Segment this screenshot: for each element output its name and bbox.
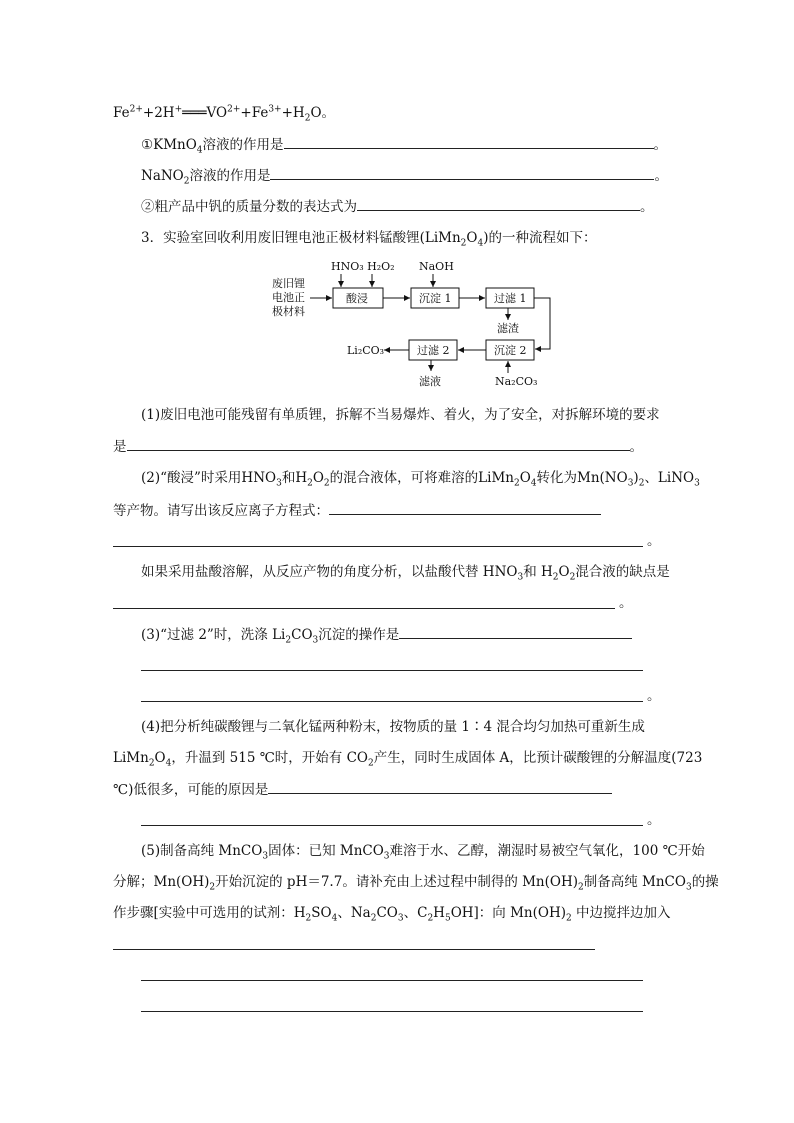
s: 2 bbox=[209, 882, 216, 893]
answer-blank-line[interactable] bbox=[141, 1011, 643, 1012]
s: 2 bbox=[307, 478, 313, 489]
t: 和H bbox=[281, 470, 308, 486]
t: 作步骤[实验中可选用的试剂：H bbox=[113, 905, 306, 921]
s: 2 bbox=[427, 913, 434, 924]
t: 分解；Mn(OH) bbox=[113, 874, 210, 890]
q3-part2-line4 bbox=[141, 563, 670, 581]
t: 的混合液体，可将难溶的LiMn bbox=[329, 470, 514, 486]
text: 。 bbox=[654, 168, 668, 184]
s: 2 bbox=[513, 478, 520, 489]
q3-part2-line2 bbox=[113, 501, 601, 520]
eq-part: +H bbox=[281, 105, 305, 121]
q3-part2-line1 bbox=[141, 469, 700, 487]
t: O bbox=[558, 564, 570, 580]
s: 3 bbox=[276, 478, 282, 489]
t: 的操 bbox=[691, 874, 719, 890]
period: 。 bbox=[647, 688, 661, 704]
answer-blank-line[interactable] bbox=[113, 546, 643, 547]
period: 。 bbox=[647, 812, 661, 828]
label-filtrate: 滤液 bbox=[419, 375, 441, 388]
eq-part: +Fe bbox=[240, 105, 269, 121]
t: (2)“酸浸”时采用HNO bbox=[141, 470, 277, 486]
t: (3)“过滤 2”时，洗涤 Li bbox=[141, 627, 286, 643]
t: O bbox=[519, 470, 531, 486]
answer-blank-line[interactable] bbox=[141, 701, 643, 702]
s: 2 bbox=[370, 913, 377, 924]
text: NaNO bbox=[141, 168, 184, 184]
q3-part3-line1 bbox=[141, 625, 632, 644]
s: 3 bbox=[397, 913, 404, 924]
s: 2 bbox=[305, 913, 312, 924]
acid-reagents: HNO₃ H₂O₂ bbox=[331, 260, 395, 273]
label-residue: 滤渣 bbox=[497, 322, 519, 335]
label-precip-2: 沉淀 2 bbox=[494, 344, 527, 357]
eq-charge: 2+ bbox=[129, 104, 143, 115]
answer-blank-line[interactable] bbox=[113, 608, 615, 609]
s: 3 bbox=[262, 851, 269, 862]
label-acid-leach: 酸浸 bbox=[346, 292, 368, 305]
answer-blank-line[interactable] bbox=[141, 825, 643, 826]
feed-label-3: 极材料 bbox=[272, 305, 305, 318]
feed-label-1: 废旧锂 bbox=[272, 277, 305, 290]
s: 2 bbox=[569, 572, 576, 583]
answer-blank-line[interactable] bbox=[141, 670, 643, 671]
eq-charge: + bbox=[174, 104, 183, 115]
label-precip-1: 沉淀 1 bbox=[419, 292, 452, 305]
s: 3 bbox=[383, 851, 390, 862]
answer-blank[interactable] bbox=[329, 501, 601, 515]
label-filter-2: 过滤 2 bbox=[417, 344, 450, 357]
answer-blank-line[interactable] bbox=[113, 949, 595, 950]
s: 3 bbox=[627, 478, 634, 489]
q3-part5-line3 bbox=[113, 904, 671, 922]
s: 2 bbox=[638, 478, 645, 489]
q3-part4-line3 bbox=[113, 780, 612, 799]
period: 。 bbox=[619, 595, 633, 611]
s: 2 bbox=[578, 882, 584, 893]
eq-part: +2H bbox=[142, 105, 175, 121]
sub: 2 bbox=[183, 176, 190, 187]
text: 。 bbox=[629, 439, 643, 455]
q3-part5-line2 bbox=[113, 873, 719, 891]
t: CO bbox=[376, 905, 398, 921]
q3-part5-line1 bbox=[141, 842, 705, 860]
answer-blank[interactable] bbox=[268, 780, 612, 794]
text: 3．实验室回收利用废旧锂电池正极材料锰酸锂(LiMn bbox=[141, 230, 461, 246]
period: 。 bbox=[647, 533, 661, 549]
s: 2 bbox=[368, 758, 374, 769]
t: CO bbox=[291, 627, 313, 643]
sub: 2 bbox=[460, 238, 467, 249]
s: 2 bbox=[565, 913, 572, 924]
q3-part1-line2 bbox=[113, 437, 643, 456]
t: 、LiNO bbox=[644, 470, 695, 486]
process-flow-diagram bbox=[0, 0, 794, 400]
s: 4 bbox=[331, 913, 338, 924]
t: (5)制备高纯 MnCO bbox=[141, 843, 263, 859]
t: O bbox=[154, 750, 166, 766]
text: 溶液的作用是 bbox=[202, 137, 284, 153]
t: ) bbox=[633, 470, 639, 486]
t: 固体：已知 MnCO bbox=[268, 843, 384, 859]
s: 4 bbox=[530, 478, 537, 489]
eq-part: Fe bbox=[113, 105, 130, 121]
s: 4 bbox=[165, 758, 172, 769]
text: 是 bbox=[113, 439, 127, 455]
s: 3 bbox=[312, 635, 319, 646]
sub: 4 bbox=[477, 238, 484, 249]
t: 制备高纯 MnCO bbox=[583, 874, 686, 890]
text: )的一种流程如下： bbox=[483, 230, 597, 246]
s: 2 bbox=[323, 478, 330, 489]
answer-blank[interactable] bbox=[399, 625, 632, 639]
sub: 4 bbox=[196, 145, 203, 156]
s: 2 bbox=[552, 572, 559, 583]
text: 等产物。请写出该反应离子方程式： bbox=[113, 503, 329, 519]
text: 。 bbox=[640, 199, 654, 215]
t: LiMn bbox=[113, 750, 149, 766]
t: 、C bbox=[403, 905, 428, 921]
t: 中边搅拌边加入 bbox=[571, 905, 671, 921]
t: 转化为Mn(NO bbox=[536, 470, 628, 486]
arrow-filter1-to-precip2 bbox=[534, 298, 550, 349]
text: ℃)低很多，可能的原因是 bbox=[113, 782, 269, 798]
t: 混合液的缺点是 bbox=[575, 564, 670, 580]
s: 3 bbox=[694, 478, 700, 489]
t: OH]：向 Mn(OH) bbox=[450, 905, 566, 921]
s: 3 bbox=[685, 882, 692, 893]
t: H bbox=[433, 905, 445, 921]
t: 和 H bbox=[523, 564, 553, 580]
eq-charge: 2+ bbox=[227, 104, 241, 115]
t: 沉淀的操作是 bbox=[318, 627, 400, 643]
label-li2co3: Li₂CO₃ bbox=[347, 344, 385, 357]
s: 3 bbox=[517, 572, 524, 583]
t: SO bbox=[311, 905, 332, 921]
t: O bbox=[312, 470, 324, 486]
answer-blank[interactable] bbox=[127, 437, 630, 451]
q3-part1-line1: (1)废旧电池可能残留有单质锂，拆解不当易爆炸、着火，为了安全，对拆解环境的要求 bbox=[141, 407, 660, 423]
s: 5 bbox=[444, 913, 451, 924]
text: O bbox=[466, 230, 478, 246]
t: 如果采用盐酸溶解，从反应产物的角度分析，以盐酸代替 HNO bbox=[141, 564, 518, 580]
t: 、Na bbox=[337, 905, 371, 921]
eq-charge: 3+ bbox=[268, 104, 282, 115]
feed-label-2: 电池正 bbox=[272, 291, 305, 304]
label-filter-1: 过滤 1 bbox=[494, 292, 527, 305]
q3-part4-line1: (4)把分析纯碳酸锂与二氧化锰两种粉末，按物质的量 1∶4 混合均匀加热可重新生成 bbox=[141, 719, 645, 735]
t: 产生，同时生成固体 A，比预计碳酸锂的分解温度(723 bbox=[373, 750, 703, 766]
t: ，升温到 515 ℃时，开始有 CO bbox=[171, 750, 368, 766]
q3-part4-line2 bbox=[113, 749, 702, 767]
text: ②粗产品中钒的质量分数的表达式为 bbox=[141, 199, 357, 215]
label-na2co3: Na₂CO₃ bbox=[495, 375, 538, 388]
answer-blank-line[interactable] bbox=[141, 980, 643, 981]
eq-part: ═══VO bbox=[182, 105, 228, 121]
eq-part: O。 bbox=[310, 105, 336, 121]
eq-sub: 2 bbox=[304, 113, 311, 124]
text: ①KMnO bbox=[141, 137, 197, 153]
text: 溶液的作用是 bbox=[189, 168, 271, 184]
naoh-label: NaOH bbox=[419, 260, 454, 273]
t: 开始沉淀的 pH＝7.7。请补充由上述过程中制得的 Mn(OH) bbox=[215, 874, 578, 890]
t: 难溶于水、乙醇，潮湿时易被空气氧化，100 ℃开始 bbox=[389, 843, 705, 859]
s: 2 bbox=[148, 758, 155, 769]
text: 。 bbox=[653, 137, 668, 153]
s: 2 bbox=[285, 635, 292, 646]
